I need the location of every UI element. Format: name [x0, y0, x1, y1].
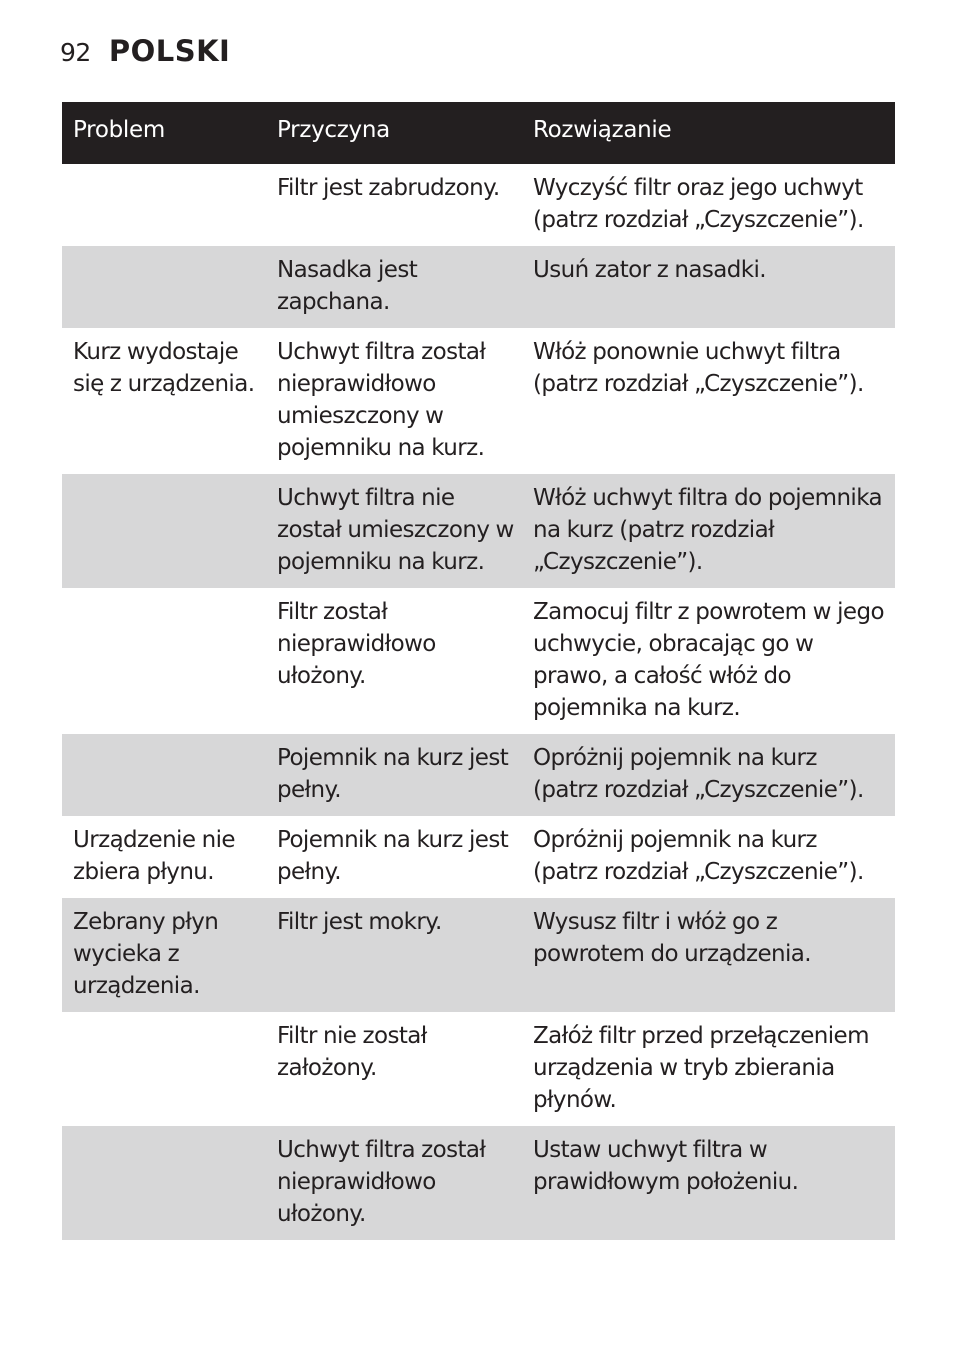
solution-cell: Wysusz filtr i włóż go z powrotem do urządzenia.	[522, 898, 895, 1012]
solution-cell: Opróżnij pojemnik na kurz (patrz rozdział „Czyszczenie”).	[522, 734, 895, 816]
column-header-problem: Problem	[62, 102, 266, 164]
solution-cell: Opróżnij pojemnik na kurz (patrz rozdział „Czyszczenie”).	[533, 827, 864, 885]
problem-cell: Kurz wydostaje się z urządzenia.	[73, 339, 255, 397]
table-row	[62, 734, 895, 816]
table-row	[62, 816, 895, 898]
solution-cell: Usuń zator z nasadki.	[522, 246, 895, 328]
cause-cell: Uchwyt filtra nie został umieszczony w pojemniku na kurz.	[266, 474, 522, 588]
language-heading: POLSKI	[108, 34, 231, 68]
solution-cell: Włóż uchwyt filtra do pojemnika na kurz (patrz rozdział „Czyszczenie”).	[522, 474, 895, 588]
cause-cell: Filtr jest zabrudzony.	[277, 175, 500, 201]
table-row	[62, 1012, 895, 1126]
page-number: 92	[60, 38, 91, 67]
column-header-cause: Przyczyna	[266, 102, 522, 164]
solution-cell: Włóż ponownie uchwyt filtra (patrz rozdział „Czyszczenie”).	[533, 339, 864, 397]
table-row	[62, 1126, 895, 1240]
problem-cell	[62, 1126, 266, 1240]
problem-cell	[62, 474, 266, 588]
solution-cell: Załóż filtr przed przełączeniem urządzenia w tryb zbierania płynów.	[533, 1023, 869, 1113]
cause-cell: Filtr nie został założony.	[277, 1023, 427, 1081]
solution-cell: Wyczyść filtr oraz jego uchwyt (patrz rozdział „Czyszczenie”).	[533, 175, 864, 233]
table-row	[62, 328, 895, 474]
cause-cell: Nasadka jest zapchana.	[266, 246, 522, 328]
cause-cell: Filtr został nieprawidłowo ułożony.	[277, 599, 436, 689]
page-header	[60, 34, 230, 74]
table-row	[62, 898, 895, 1012]
column-header-solution: Rozwiązanie	[522, 102, 895, 164]
cause-cell: Uchwyt filtra został nieprawidłowo ułożony.	[266, 1126, 522, 1240]
troubleshooting-table	[62, 102, 895, 1240]
cause-cell: Filtr jest mokry.	[266, 898, 522, 1012]
cause-cell: Pojemnik na kurz jest pełny.	[266, 734, 522, 816]
cause-cell: Uchwyt filtra został nieprawidłowo umieszczony w pojemniku na kurz.	[277, 339, 486, 461]
table-row	[62, 164, 895, 246]
table-row	[62, 588, 895, 734]
problem-cell: Urządzenie nie zbiera płynu.	[73, 827, 235, 885]
problem-cell	[62, 246, 266, 328]
solution-cell: Zamocuj filtr z powrotem w jego uchwycie, obracając go w prawo, a całość włóż do pojemnika na kurz.	[533, 599, 884, 721]
problem-cell	[62, 588, 266, 734]
solution-cell: Ustaw uchwyt filtra w prawidłowym położeniu.	[522, 1126, 895, 1240]
table-row	[62, 474, 895, 588]
problem-cell	[62, 734, 266, 816]
problem-cell: Zebrany płyn wycieka z urządzenia.	[62, 898, 266, 1012]
cause-cell: Pojemnik na kurz jest pełny.	[277, 827, 509, 885]
problem-cell	[62, 164, 266, 246]
table-header-row	[62, 102, 895, 164]
table-row	[62, 246, 895, 328]
problem-cell	[62, 1012, 266, 1126]
